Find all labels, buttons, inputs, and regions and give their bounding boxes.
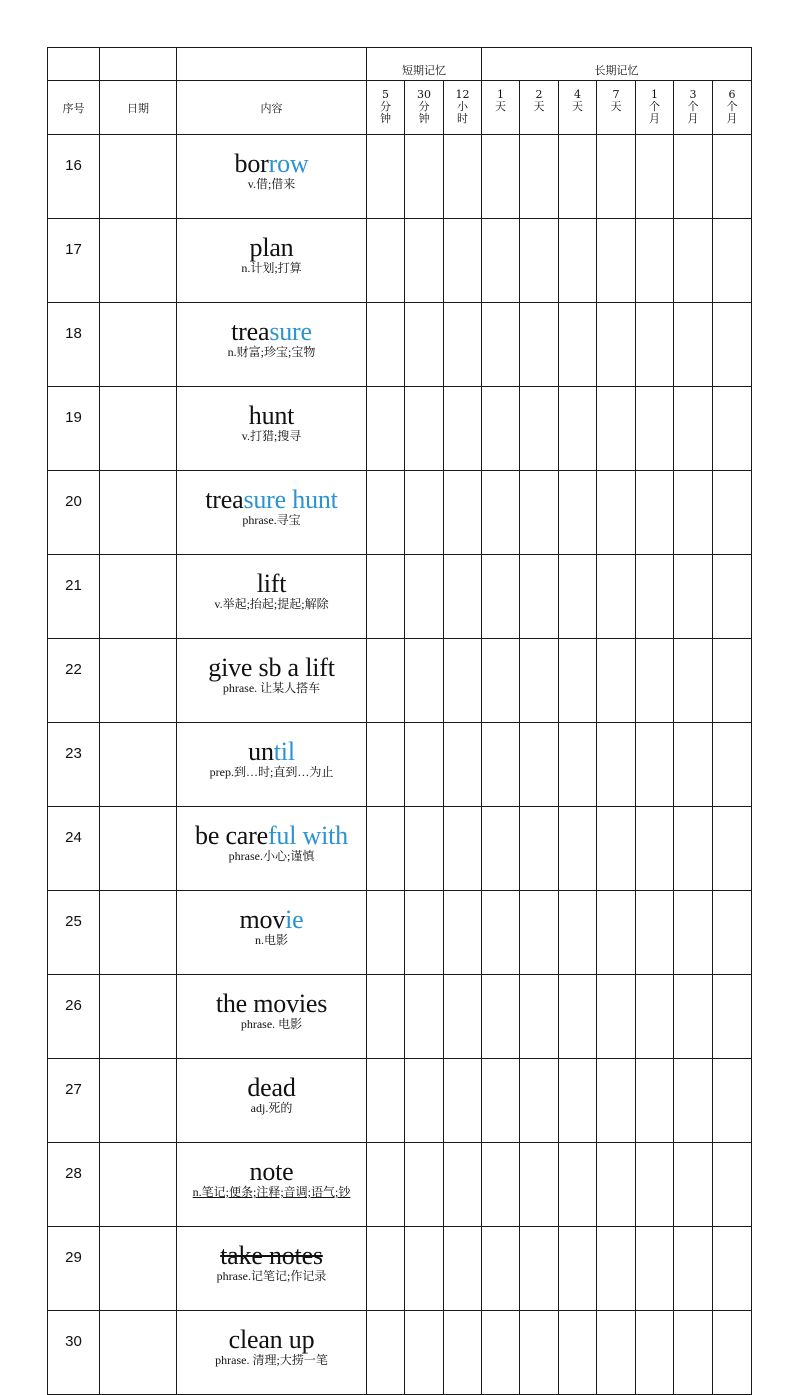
table-row — [48, 723, 752, 807]
review-checkbox-cell[interactable] — [559, 723, 597, 807]
vocab-word-base: trea — [205, 485, 244, 514]
review-checkbox-cell[interactable] — [520, 555, 559, 639]
review-checkbox-cell[interactable] — [367, 1143, 405, 1227]
row-index: 17 — [48, 219, 100, 303]
review-checkbox-cell[interactable] — [636, 723, 674, 807]
review-checkbox-cell[interactable] — [597, 975, 636, 1059]
review-checkbox-cell[interactable] — [444, 219, 482, 303]
review-checkbox-cell[interactable] — [559, 555, 597, 639]
interval-header-char: 月 — [649, 112, 660, 125]
review-checkbox-cell[interactable] — [444, 1227, 482, 1311]
review-checkbox-cell[interactable] — [520, 1143, 559, 1227]
interval-header-char: 7 — [612, 88, 620, 101]
interval-header-char: 6 — [728, 88, 736, 101]
review-checkbox-cell[interactable] — [405, 975, 444, 1059]
interval-header-char: 钟 — [418, 112, 430, 125]
interval-header-2 — [405, 81, 444, 135]
interval-header-char: 天 — [572, 100, 583, 113]
interval-header-char: 5 — [382, 88, 389, 101]
review-checkbox-cell[interactable] — [713, 219, 752, 303]
vocab-word-base: trea — [231, 317, 270, 346]
content-cell — [177, 891, 367, 975]
vocab-word-highlight: sure — [269, 317, 312, 346]
index-column-header: 序号 — [48, 81, 100, 135]
review-checkbox-cell[interactable] — [444, 975, 482, 1059]
content-cell — [177, 1227, 367, 1311]
vocab-word — [177, 1075, 366, 1101]
review-checkbox-cell[interactable] — [520, 303, 559, 387]
vocab-word — [177, 991, 366, 1017]
vocab-word — [177, 571, 366, 597]
table-row — [48, 471, 752, 555]
date-cell[interactable] — [100, 387, 177, 471]
date-cell[interactable] — [100, 471, 177, 555]
short-term-memory-header: 短期记忆 — [367, 48, 482, 81]
review-checkbox-cell[interactable] — [636, 387, 674, 471]
vocab-word-base: mov — [239, 905, 286, 934]
content-column-header: 内容 — [177, 81, 367, 135]
interval-header-char: 月 — [687, 112, 699, 125]
review-checkbox-cell[interactable] — [482, 135, 520, 219]
review-checkbox-cell[interactable] — [597, 1227, 636, 1311]
date-cell[interactable] — [100, 891, 177, 975]
vocab-word-highlight: til — [273, 737, 295, 766]
vocab-word — [177, 823, 366, 849]
review-checkbox-cell[interactable] — [367, 639, 405, 723]
vocab-word-highlight: ful with — [267, 821, 348, 850]
review-checkbox-cell[interactable] — [559, 807, 597, 891]
review-checkbox-cell[interactable] — [482, 219, 520, 303]
interval-header-char: 钟 — [380, 112, 391, 125]
content-cell — [177, 1143, 367, 1227]
interval-header-4 — [482, 81, 520, 135]
review-checkbox-cell[interactable] — [597, 1143, 636, 1227]
date-cell[interactable] — [100, 555, 177, 639]
review-checkbox-cell[interactable] — [520, 219, 559, 303]
review-checkbox-cell[interactable] — [520, 891, 559, 975]
vocab-word — [177, 403, 366, 429]
review-checkbox-cell[interactable] — [636, 639, 674, 723]
review-checkbox-cell[interactable] — [520, 135, 559, 219]
review-checkbox-cell[interactable] — [674, 555, 713, 639]
date-cell[interactable] — [100, 807, 177, 891]
review-checkbox-cell[interactable] — [444, 135, 482, 219]
review-checkbox-cell[interactable] — [713, 723, 752, 807]
interval-header-char: 天 — [610, 100, 622, 113]
review-checkbox-cell[interactable] — [482, 807, 520, 891]
review-checkbox-cell[interactable] — [367, 219, 405, 303]
vocab-meaning: phrase. 电影 — [240, 1017, 303, 1031]
review-checkbox-cell[interactable] — [636, 1311, 674, 1395]
vocab-meaning: n.计划;打算 — [241, 261, 302, 275]
row-index: 16 — [48, 135, 100, 219]
review-checkbox-cell[interactable] — [636, 555, 674, 639]
date-cell[interactable] — [100, 975, 177, 1059]
row-index: 21 — [48, 555, 100, 639]
review-checkbox-cell[interactable] — [636, 219, 674, 303]
review-checkbox-cell[interactable] — [405, 135, 444, 219]
vocab-word — [177, 151, 366, 177]
review-checkbox-cell[interactable] — [674, 639, 713, 723]
date-column-header: 日期 — [100, 81, 177, 135]
review-checkbox-cell[interactable] — [520, 387, 559, 471]
table-row — [48, 1227, 752, 1311]
review-checkbox-cell[interactable] — [713, 471, 752, 555]
vocab-review-table — [47, 47, 752, 1395]
interval-header-char: 时 — [457, 112, 468, 125]
review-checkbox-cell[interactable] — [636, 135, 674, 219]
group-header-row — [48, 48, 752, 81]
review-checkbox-cell[interactable] — [597, 387, 636, 471]
interval-header-char: 12 — [455, 88, 470, 101]
interval-header-char: 1 — [497, 88, 504, 101]
review-checkbox-cell[interactable] — [482, 555, 520, 639]
table-row — [48, 1143, 752, 1227]
vocab-word — [177, 1159, 366, 1185]
long-term-memory-header: 长期记忆 — [482, 48, 752, 81]
content-cell — [177, 639, 367, 723]
review-checkbox-cell[interactable] — [597, 555, 636, 639]
review-checkbox-cell[interactable] — [367, 891, 405, 975]
interval-header-9 — [674, 81, 713, 135]
review-checkbox-cell[interactable] — [520, 1311, 559, 1395]
review-checkbox-cell[interactable] — [405, 1311, 444, 1395]
review-checkbox-cell[interactable] — [482, 1311, 520, 1395]
vocab-meaning: n.电影 — [254, 933, 288, 947]
review-checkbox-cell[interactable] — [367, 807, 405, 891]
interval-header-3 — [444, 81, 482, 135]
vocab-word-base: clean up — [228, 1325, 315, 1354]
interval-header-char: 天 — [495, 100, 506, 113]
interval-header-char: 个 — [687, 100, 699, 113]
content-cell — [177, 723, 367, 807]
row-index: 27 — [48, 1059, 100, 1143]
review-checkbox-cell[interactable] — [520, 807, 559, 891]
review-checkbox-cell[interactable] — [636, 891, 674, 975]
blank-header-cell — [177, 48, 367, 81]
review-checkbox-cell[interactable] — [444, 387, 482, 471]
review-checkbox-cell[interactable] — [405, 1227, 444, 1311]
content-cell — [177, 387, 367, 471]
vocab-meaning: prep.到…时;直到…为止 — [209, 765, 334, 779]
content-cell — [177, 555, 367, 639]
vocab-meaning: v.举起;抬起;提起;解除 — [214, 597, 329, 611]
interval-header-char: 1 — [651, 88, 658, 101]
vocab-meaning: n.笔记;便条;注释;音调;语气;钞 — [192, 1185, 351, 1199]
review-checkbox-cell[interactable] — [367, 1311, 405, 1395]
review-checkbox-cell[interactable] — [636, 1227, 674, 1311]
vocab-word-base: un — [248, 737, 274, 766]
review-checkbox-cell[interactable] — [444, 303, 482, 387]
review-checkbox-cell[interactable] — [520, 975, 559, 1059]
date-cell[interactable] — [100, 135, 177, 219]
date-cell[interactable] — [100, 1311, 177, 1395]
table-row — [48, 219, 752, 303]
date-cell[interactable] — [100, 219, 177, 303]
review-checkbox-cell[interactable] — [444, 471, 482, 555]
vocab-meaning: phrase.记笔记;作记录 — [216, 1269, 327, 1283]
review-checkbox-cell[interactable] — [713, 1227, 752, 1311]
vocab-meaning: adj.死的 — [250, 1101, 293, 1115]
review-checkbox-cell[interactable] — [597, 1311, 636, 1395]
blank-header-cell — [100, 48, 177, 81]
review-checkbox-cell[interactable] — [482, 387, 520, 471]
vocab-meaning: phrase. 让某人搭车 — [222, 681, 321, 695]
review-checkbox-cell[interactable] — [367, 135, 405, 219]
vocab-word-highlight: row — [268, 149, 309, 178]
vocab-word — [177, 1327, 366, 1353]
review-checkbox-cell[interactable] — [674, 975, 713, 1059]
review-checkbox-cell[interactable] — [559, 387, 597, 471]
review-checkbox-cell[interactable] — [405, 555, 444, 639]
review-checkbox-cell[interactable] — [482, 1227, 520, 1311]
review-checkbox-cell[interactable] — [367, 387, 405, 471]
interval-header-char: 30 — [417, 88, 431, 101]
row-index: 22 — [48, 639, 100, 723]
vocab-word-base: dead — [247, 1073, 296, 1102]
review-checkbox-cell[interactable] — [405, 471, 444, 555]
vocab-word — [177, 739, 366, 765]
date-cell[interactable] — [100, 1143, 177, 1227]
vocab-meaning: v.借;借来 — [247, 177, 296, 191]
vocab-word-highlight: sure hunt — [243, 485, 338, 514]
review-checkbox-cell[interactable] — [597, 891, 636, 975]
review-checkbox-cell[interactable] — [444, 723, 482, 807]
review-checkbox-cell[interactable] — [674, 303, 713, 387]
content-cell — [177, 807, 367, 891]
review-checkbox-cell[interactable] — [713, 555, 752, 639]
review-checkbox-cell[interactable] — [674, 471, 713, 555]
review-checkbox-cell[interactable] — [444, 891, 482, 975]
review-checkbox-cell[interactable] — [597, 471, 636, 555]
review-checkbox-cell[interactable] — [674, 1311, 713, 1395]
review-checkbox-cell[interactable] — [482, 723, 520, 807]
review-checkbox-cell[interactable] — [674, 807, 713, 891]
review-checkbox-cell[interactable] — [559, 303, 597, 387]
vocab-word-base: note — [249, 1157, 294, 1186]
review-checkbox-cell[interactable] — [559, 1143, 597, 1227]
review-checkbox-cell[interactable] — [367, 1227, 405, 1311]
review-checkbox-cell[interactable] — [405, 723, 444, 807]
column-header-row — [48, 81, 752, 135]
interval-header-char: 小 — [457, 100, 468, 113]
review-checkbox-cell[interactable] — [559, 891, 597, 975]
table-row — [48, 387, 752, 471]
interval-header-char: 天 — [533, 100, 545, 113]
review-checkbox-cell[interactable] — [636, 303, 674, 387]
interval-header-char: 个 — [649, 100, 660, 113]
table-row — [48, 807, 752, 891]
vocab-meaning: n.财富;珍宝;宝物 — [227, 345, 316, 359]
vocab-word — [177, 319, 366, 345]
content-cell — [177, 219, 367, 303]
row-index: 18 — [48, 303, 100, 387]
interval-header-7 — [597, 81, 636, 135]
review-checkbox-cell[interactable] — [674, 135, 713, 219]
review-checkbox-cell[interactable] — [444, 639, 482, 723]
review-checkbox-cell[interactable] — [520, 471, 559, 555]
vocab-word — [177, 907, 366, 933]
review-checkbox-cell[interactable] — [559, 135, 597, 219]
vocab-word-base: be care — [195, 821, 268, 850]
review-checkbox-cell[interactable] — [636, 807, 674, 891]
review-checkbox-cell[interactable] — [405, 387, 444, 471]
review-checkbox-cell[interactable] — [367, 723, 405, 807]
review-checkbox-cell[interactable] — [597, 639, 636, 723]
vocab-word-base: take notes — [220, 1241, 323, 1270]
content-cell — [177, 975, 367, 1059]
table-row — [48, 891, 752, 975]
review-checkbox-cell[interactable] — [713, 807, 752, 891]
review-checkbox-cell[interactable] — [559, 471, 597, 555]
review-checkbox-cell[interactable] — [482, 303, 520, 387]
review-checkbox-cell[interactable] — [367, 555, 405, 639]
vocab-word-base: lift — [256, 569, 287, 598]
review-checkbox-cell[interactable] — [597, 219, 636, 303]
review-checkbox-cell[interactable] — [367, 303, 405, 387]
review-checkbox-cell[interactable] — [597, 303, 636, 387]
review-checkbox-cell[interactable] — [559, 975, 597, 1059]
vocab-word-base: plan — [249, 233, 294, 262]
vocab-word-base: hunt — [248, 401, 295, 430]
date-cell[interactable] — [100, 303, 177, 387]
review-checkbox-cell[interactable] — [482, 471, 520, 555]
table-row — [48, 555, 752, 639]
review-checkbox-cell[interactable] — [444, 1143, 482, 1227]
review-checkbox-cell[interactable] — [559, 1311, 597, 1395]
row-index: 19 — [48, 387, 100, 471]
interval-header-1 — [367, 81, 405, 135]
date-cell[interactable] — [100, 639, 177, 723]
interval-header-char: 2 — [535, 88, 543, 101]
review-checkbox-cell[interactable] — [559, 639, 597, 723]
vocab-meaning: phrase. 清理;大捞一笔 — [215, 1353, 328, 1367]
content-cell — [177, 135, 367, 219]
vocab-word-highlight: ie — [285, 905, 304, 934]
review-checkbox-cell[interactable] — [674, 1143, 713, 1227]
interval-header-char: 3 — [689, 88, 697, 101]
review-checkbox-cell[interactable] — [520, 723, 559, 807]
review-checkbox-cell[interactable] — [482, 891, 520, 975]
review-checkbox-cell[interactable] — [597, 807, 636, 891]
review-checkbox-cell[interactable] — [636, 975, 674, 1059]
review-checkbox-cell[interactable] — [636, 471, 674, 555]
vocab-word-base: give sb a lift — [208, 653, 335, 682]
vocab-meaning: v.打猎;搜寻 — [241, 429, 302, 443]
row-index: 25 — [48, 891, 100, 975]
vocab-word — [177, 235, 366, 261]
review-checkbox-cell[interactable] — [367, 975, 405, 1059]
review-checkbox-cell[interactable] — [405, 891, 444, 975]
review-checkbox-cell[interactable] — [674, 891, 713, 975]
review-checkbox-cell[interactable] — [674, 219, 713, 303]
review-checkbox-cell[interactable] — [713, 975, 752, 1059]
review-checkbox-cell[interactable] — [674, 387, 713, 471]
vocab-word — [177, 1243, 366, 1269]
interval-header-8 — [636, 81, 674, 135]
vocab-word — [177, 655, 366, 681]
table-row — [48, 1311, 752, 1395]
review-checkbox-cell[interactable] — [520, 1227, 559, 1311]
review-checkbox-cell[interactable] — [559, 1227, 597, 1311]
interval-header-char: 分 — [418, 100, 430, 113]
review-checkbox-cell[interactable] — [674, 723, 713, 807]
row-index: 20 — [48, 471, 100, 555]
interval-header-char: 月 — [726, 112, 738, 125]
review-checkbox-cell[interactable] — [405, 639, 444, 723]
review-checkbox-cell[interactable] — [674, 1227, 713, 1311]
review-checkbox-cell[interactable] — [713, 135, 752, 219]
date-cell[interactable] — [100, 723, 177, 807]
review-checkbox-cell[interactable] — [713, 639, 752, 723]
review-checkbox-cell[interactable] — [444, 807, 482, 891]
review-checkbox-cell[interactable] — [636, 1143, 674, 1227]
review-checkbox-cell[interactable] — [597, 135, 636, 219]
content-cell — [177, 1311, 367, 1395]
interval-header-5 — [520, 81, 559, 135]
interval-header-char: 4 — [574, 88, 581, 101]
vocab-word-base: the movies — [215, 989, 328, 1018]
review-checkbox-cell[interactable] — [597, 723, 636, 807]
review-checkbox-cell[interactable] — [482, 975, 520, 1059]
vocab-word-base: bor — [234, 149, 269, 178]
row-index: 24 — [48, 807, 100, 891]
interval-header-10 — [713, 81, 752, 135]
review-checkbox-cell[interactable] — [713, 303, 752, 387]
blank-header-cell — [48, 48, 100, 81]
row-index: 29 — [48, 1227, 100, 1311]
row-index: 30 — [48, 1311, 100, 1395]
review-checkbox-cell[interactable] — [520, 639, 559, 723]
review-checkbox-cell[interactable] — [482, 1143, 520, 1227]
content-cell — [177, 303, 367, 387]
vocab-word — [177, 487, 366, 513]
review-checkbox-cell[interactable] — [405, 1143, 444, 1227]
row-index: 26 — [48, 975, 100, 1059]
table-row — [48, 975, 752, 1059]
table-row — [48, 303, 752, 387]
review-checkbox-cell[interactable] — [713, 387, 752, 471]
date-cell[interactable] — [100, 1227, 177, 1311]
review-checkbox-cell[interactable] — [713, 1143, 752, 1227]
review-checkbox-cell[interactable] — [482, 639, 520, 723]
review-checkbox-cell[interactable] — [713, 1311, 752, 1395]
review-checkbox-cell[interactable] — [444, 1311, 482, 1395]
vocab-meaning: phrase.小心;谨慎 — [228, 849, 315, 863]
review-checkbox-cell[interactable] — [559, 219, 597, 303]
interval-header-char: 个 — [726, 100, 738, 113]
table-row — [48, 639, 752, 723]
interval-header-6 — [559, 81, 597, 135]
vocab-meaning: phrase.寻宝 — [242, 513, 301, 527]
review-checkbox-cell[interactable] — [444, 555, 482, 639]
interval-header-char: 分 — [380, 100, 391, 113]
review-checkbox-cell[interactable] — [405, 807, 444, 891]
review-checkbox-cell[interactable] — [367, 471, 405, 555]
review-checkbox-cell[interactable] — [405, 303, 444, 387]
review-checkbox-cell[interactable] — [713, 891, 752, 975]
review-checkbox-cell[interactable] — [405, 219, 444, 303]
content-cell — [177, 471, 367, 555]
row-index: 28 — [48, 1143, 100, 1227]
table-row — [48, 135, 752, 219]
row-index: 23 — [48, 723, 100, 807]
